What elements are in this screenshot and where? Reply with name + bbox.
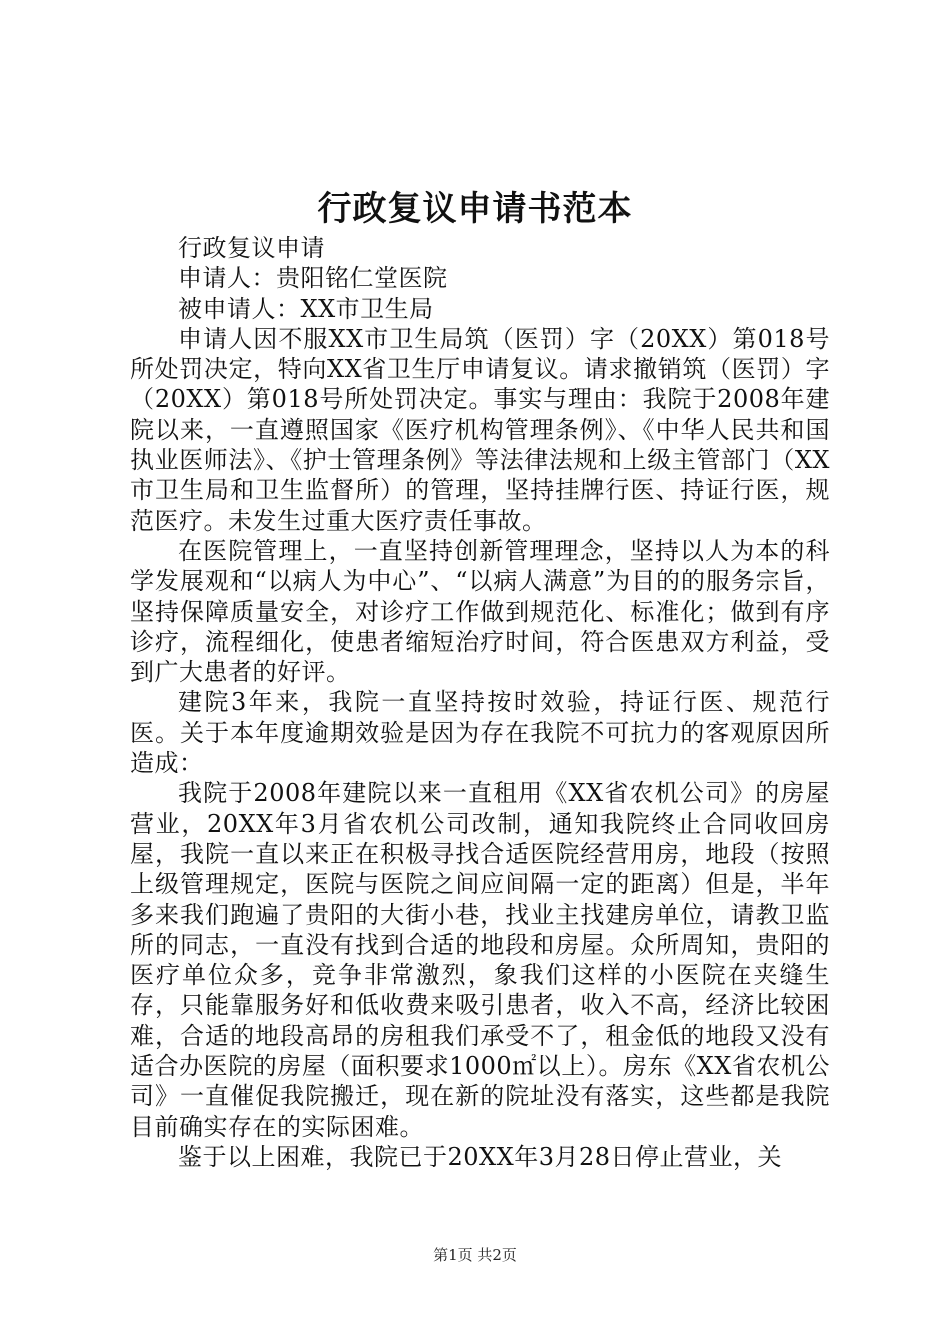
paragraph-heading: 行政复议申请: [178, 234, 325, 262]
paragraph-validation: 建院3年来，我院一直坚持按时效验，持证行医、规范行医。关于本年度逾期效验是因为存在我院不可抗力的客观原因所造成：: [130, 688, 830, 778]
document-body: [130, 233, 830, 1172]
page-number-footer: 第1页 共2页: [433, 1246, 517, 1264]
paragraph-applicant: 申请人：贵阳铭仁堂医院: [178, 264, 448, 293]
paragraph-conclusion: 鉴于以上困难，我院已于20XX年3月28日停止营业，关: [178, 1142, 783, 1171]
paragraph-request: 申请人因不服XX市卫生局筑（医罚）字（20XX）第018号所处罚决定，特向XX省卫生厅申请复议。请求撤销筑（医罚）字（20XX）第018号所处罚决定。事实与理由：我院于2008年建院以来，一直遵照国家《医疗机构管理条例》、《中华人民共和国执业医师法》、《护士管理条例》等法律法规和上级主管部门（XX市卫生局和卫生监督所）的管理，坚持挂牌行医、持证行医，规范医疗。未发生过重大医疗责任事故。: [130, 324, 830, 535]
paragraph-management: 在医院管理上，一直坚持创新管理理念，坚持以人为本的科学发展观和“以病人为中心”、“以病人满意”为目的的服务宗旨，坚持保障质量安全，对诊疗工作做到规范化、标准化；做到有序诊疗，流程细化，使患者缩短治疗时间，符合医患双方利益，受到广大患者的好评。: [130, 536, 830, 687]
paragraph-premises: 我院于2008年建院以来一直租用《XX省农机公司》的房屋营业，20XX年3月省农机公司改制，通知我院终止合同收回房屋，我院一直以来正在积极寻找合适医院经营用房，地段（按照上级管理规定，医院与医院之间应间隔一定的距离）但是，半年多来我们跑遍了贵阳的大街小巷，找业主找建房单位，请教卫监所的同志，一直没有找到合适的地段和房屋。众所周知，贵阳的医疗单位众多，竞争非常激烈，象我们这样的小医院在夹缝生存，只能靠服务好和低收费来吸引患者，收入不高，经济比较困难，合适的地段高昂的房租我们承受不了，租金低的地段又没有适合办医院的房屋（面积要求1000㎡以上）。房东《XX省农机公司》一直催促我院搬迁，现在新的院址没有落实，这些都是我院目前确实存在的实际困难。: [130, 779, 830, 1141]
document-title: 行政复议申请书范本: [317, 189, 633, 229]
paragraph-respondent: 被申请人：XX市卫生局: [178, 294, 434, 323]
